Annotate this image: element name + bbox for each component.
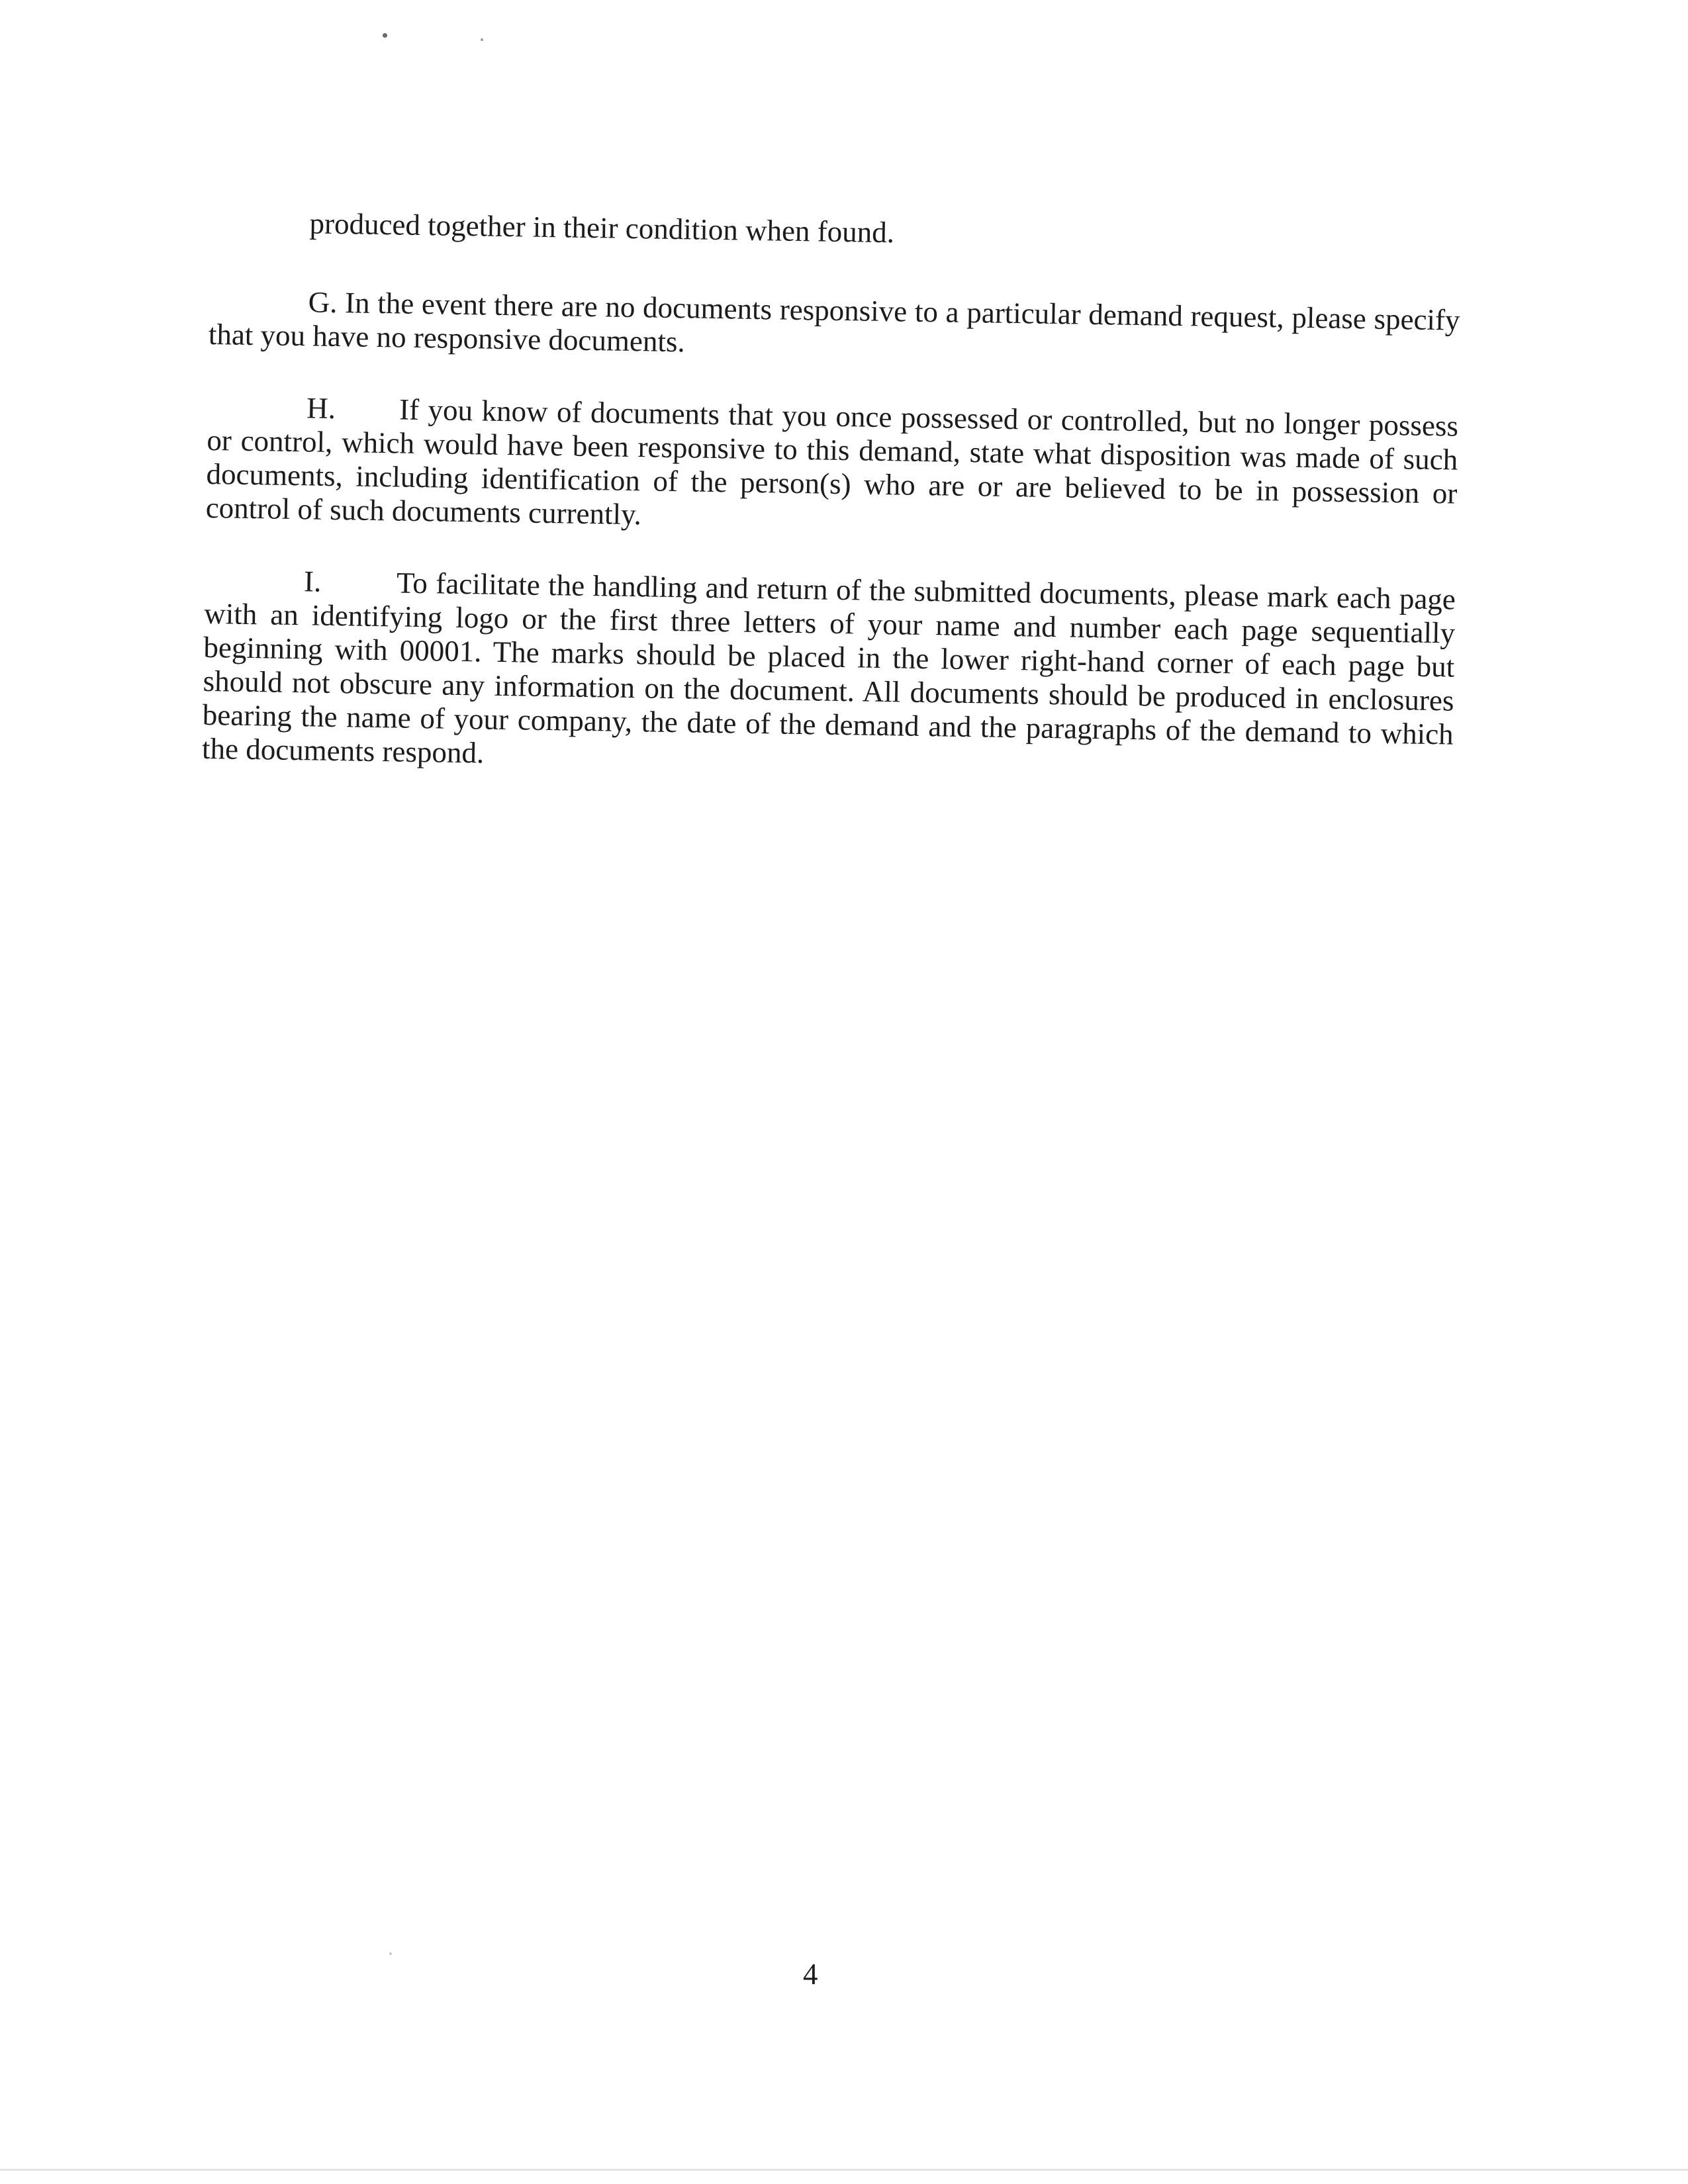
paragraph-marker: G. — [308, 285, 338, 320]
paragraph-h — [205, 390, 1458, 545]
scan-speck — [383, 33, 387, 38]
continuation-paragraph: produced together in their condition when found. — [309, 206, 895, 250]
paragraph-text: If you know of documents that you once possessed or controlled, but no longer possess or control, which would have been responsive to this demand, state what disposition was made of such documents, including identification of the person(s) who are or are believed to be in possession or control of such documents currently. — [205, 392, 1459, 531]
paragraph-marker: H. — [306, 391, 336, 426]
document-body — [201, 205, 1462, 824]
paragraph-i — [202, 563, 1456, 786]
scan-speck — [389, 1952, 392, 1955]
page-number: 4 — [803, 1958, 818, 1991]
paragraph-text: To facilitate the handling and return of the submitted documents, please mark each page with an identifying logo or the first three letters of your name and number each page sequentially beginning with 00001. The marks should be placed in the lower right-hand corner of each page but should not obscure any information on the document. All documents should be produced in enclosures bearing the name of your company, the date of the demand and the paragraphs of the demand to which the documents respond. — [201, 566, 1456, 770]
paragraph-marker: I. — [303, 565, 322, 598]
paragraph-text: In the event there are no documents responsive to a particular demand request, please specify that you have no responsive documents. — [208, 286, 1460, 359]
scan-speck — [481, 38, 483, 41]
scan-edge — [0, 2169, 1688, 2171]
paragraph-g — [209, 284, 1460, 371]
